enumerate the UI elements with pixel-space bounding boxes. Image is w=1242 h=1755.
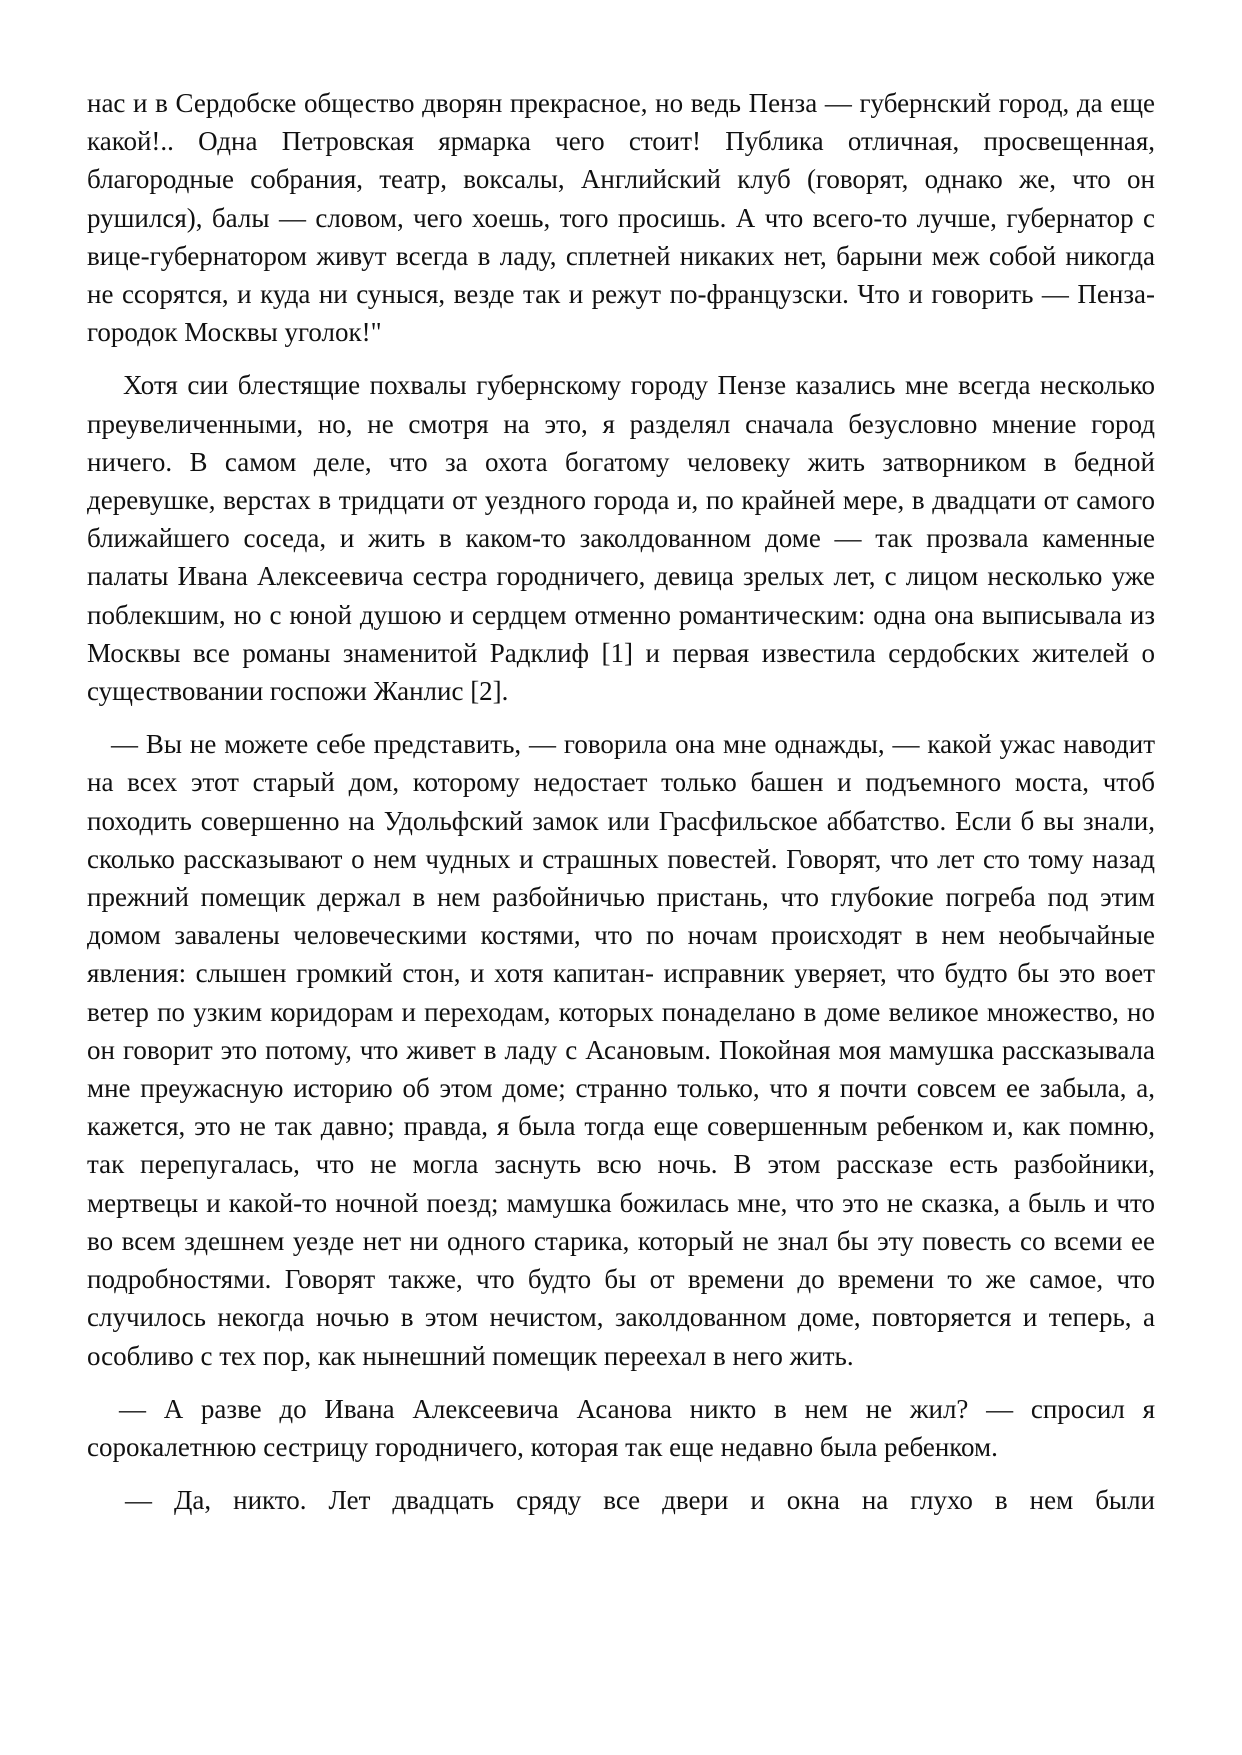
paragraph-answer-nobody: — Да, никто. Лет двадцать сряду все двери и окна на глухо в нем были — [125, 1485, 1155, 1516]
document-page — [87, 84, 1155, 1534]
paragraph-enchanted-house: Хотя сии блестящие похвалы губернскому городу Пензе казались мне всегда несколько преувеличенными, но, не смотря на это, я разделял сначала безусловно мнение город ничего. В самом деле, что за охота богатому человеку жить затворником в бедной деревушке, верстах в тридцати от уездного города и, по крайней мере, в двадцати от самого ближайшего соседа, и жить в каком-то заколдованном доме — так прозвала каменные палаты Ивана Алексеевича сестра городничего, девица зрелых лет, с лицом несколько уже поблекшим, но с юной душою и сердцем отменно романтическим: одна она выписывала из Москвы все романы знаменитой Радклиф [1] и первая известила сердобских жителей о существовании госпожи Жанлис [2]. — [87, 370, 1155, 707]
paragraph-question-asanov: — А разве до Ивана Алексеевича Асанова никто в нем не жил? — спросил я сорокалетнюю сестрицу городничего, которая так еще недавно была ребенком. — [87, 1393, 1155, 1462]
paragraph-penza-praise: нас и в Сердобске общество дворян прекрасное, но ведь Пенза — губернский город, да еще какой!.. Одна Петровская ярмарка чего стоит! Публика отличная, просвещенная, благородные собрания, театр, воксалы, Английский клуб (говорят, однако же, что он рушился), балы — словом, чего хоешь, того просишь. А что всего-то лучше, губернатор с вице-губернатором живут всегда в ладу, сплетней никаких нет, барыни меж собой никогда не ссорятся, и куда ни суныся, везде так и режут по-французски. Что и говорить — Пенза- городок Москвы уголок!" — [87, 88, 1155, 348]
paragraph-old-house-story: — Вы не можете себе представить, — говорила она мне однажды, — какой ужас наводит на всех этот старый дом, которому недостает только башен и подъемного моста, чтоб походить совершенно на Удольфский замок или Грасфильское аббатство. Если б вы знали, сколько рассказывают о нем чудных и страшных повестей. Говорят, что лет сто тому назад прежний помещик держал в нем разбойничью пристань, что глубокие погреба под этим домом завалены человеческими костями, что по ночам происходят в нем необычайные явления: слышен громкий стон, и хотя капитан- исправник уверяет, что будто бы это воет ветер по узким коридорам и переходам, которых понаделано в доме великое множество, но он говорит это потому, что живет в ладу с Асановым. Покойная моя мамушка рассказывала мне преужасную историю об этом доме; странно только, что я почти совсем ее забыла, а, кажется, это не так давно; правда, я была тогда еще совершенным ребенком и, как помню, так перепугалась, что не могла заснуть всю ночь. В этом рассказе есть разбойники, мертвецы и какой-то ночной поезд; мамушка божилась мне, что это не сказка, а быль и что во всем здешнем уезде нет ни одного старика, который не знал бы эту повесть со всеми ее подробностями. Говорят также, что будто бы от времени до времени то же самое, что случилось некогда ночью в этом нечистом, заколдованном доме, повторяется и теперь, а особливо с тех пор, как нынешний помещик переехал в него жить. — [87, 729, 1155, 1371]
